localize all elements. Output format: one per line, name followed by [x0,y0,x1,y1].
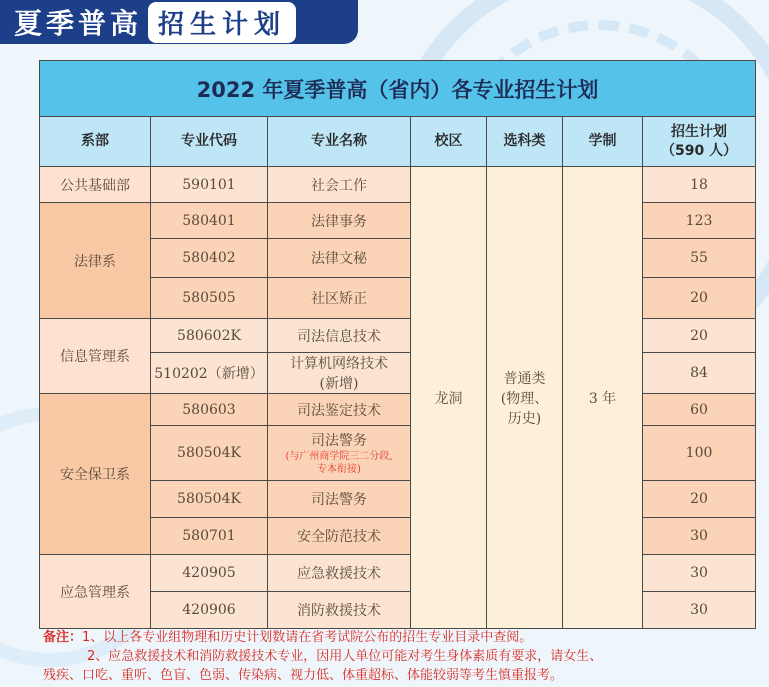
plan-cell: 55 [643,239,756,278]
plan-cell: 20 [643,278,756,319]
name-cell: 应急救援技术 [268,555,411,592]
code-cell: 580602K [151,319,268,353]
name-line: (新增) [319,376,359,392]
dept-cell: 安全保卫系 [40,394,151,555]
table-title: 2022 年夏季普高（省内）各专业招生计划 [40,61,756,117]
header-dept: 系部 [40,117,151,167]
note-line: 2、应急救援技术和消防救援技术专业，因用人单位可能对考生身体素质有要求，请女生、 [87,649,603,664]
header-name: 专业名称 [268,117,411,167]
code-cell: 580603 [151,394,268,426]
name-line: 计算机网络技术 [290,356,388,372]
subject-line: 普通类 [503,370,546,387]
header-banner [0,0,358,44]
plan-cell: 123 [643,203,756,239]
name-cell: 司法信息技术 [268,319,411,353]
name-cell [268,426,411,481]
header-plan-total: （590 人） [660,142,738,159]
name-cell: 社区矫正 [268,278,411,319]
code-cell: 580504K [151,481,268,518]
table-row [40,167,756,203]
plan-cell: 84 [643,353,756,394]
plan-cell: 60 [643,394,756,426]
plan-cell: 18 [643,167,756,203]
subject-line: (物理、 [500,390,549,407]
code-cell: 510202（新增） [151,353,268,394]
table-row [40,394,756,426]
plan-cell: 100 [643,426,756,481]
campus-cell: 龙洞 [411,167,487,629]
notes-label: 备注： [43,630,83,645]
name-note: 专本衔接) [317,464,361,475]
code-cell: 420905 [151,555,268,592]
code-cell: 580402 [151,239,268,278]
header-plan [643,117,756,167]
dept-cell: 公共基础部 [40,167,151,203]
enrollment-plan-table [39,60,755,629]
code-cell: 590101 [151,167,268,203]
code-cell: 420906 [151,592,268,629]
code-cell: 580401 [151,203,268,239]
name-cell: 消防救援技术 [268,592,411,629]
header-campus: 校区 [411,117,487,167]
note-line: 残疾、口吃、重听、色盲、色弱、传染病、视力低、体重超标、体能较弱等考生慎重报考。 [43,668,564,683]
note-line [43,628,763,647]
dept-cell: 应急管理系 [40,555,151,629]
code-cell: 580701 [151,518,268,555]
duration-cell: 3 年 [563,167,643,629]
name-cell: 法律文秘 [268,239,411,278]
note-text: 1、以上各专业组物理和历史计划数请在省考试院公布的招生专业目录中查阅。 [82,630,533,645]
notes [43,628,763,685]
header-subject: 选科类 [487,117,563,167]
subject-line: 历史) [507,410,542,427]
name-cell: 安全防范技术 [268,518,411,555]
dept-cell: 信息管理系 [40,319,151,394]
name-cell: 法律事务 [268,203,411,239]
name-cell: 司法警务 [268,481,411,518]
plan-cell: 30 [643,518,756,555]
plan-cell: 30 [643,555,756,592]
table-row [40,203,756,239]
name-line: 司法警务 [311,433,367,449]
dept-cell: 法律系 [40,203,151,319]
plan-cell: 20 [643,319,756,353]
banner-title: 夏季普高 [14,7,143,40]
code-cell: 580505 [151,278,268,319]
table-row [40,555,756,592]
name-cell: 社会工作 [268,167,411,203]
code-cell: 580504K [151,426,268,481]
plan-cell: 20 [643,481,756,518]
banner-subtitle: 招生计划 [148,2,296,43]
header-plan-label: 招生计划 [671,123,728,140]
name-note: (与广州商学院三二分段, [285,451,393,462]
subject-cell [487,167,563,629]
plan-cell: 30 [643,592,756,629]
name-cell: 司法鉴定技术 [268,394,411,426]
header-duration: 学制 [563,117,643,167]
table-row [40,319,756,353]
header-code: 专业代码 [151,117,268,167]
name-cell [268,353,411,394]
